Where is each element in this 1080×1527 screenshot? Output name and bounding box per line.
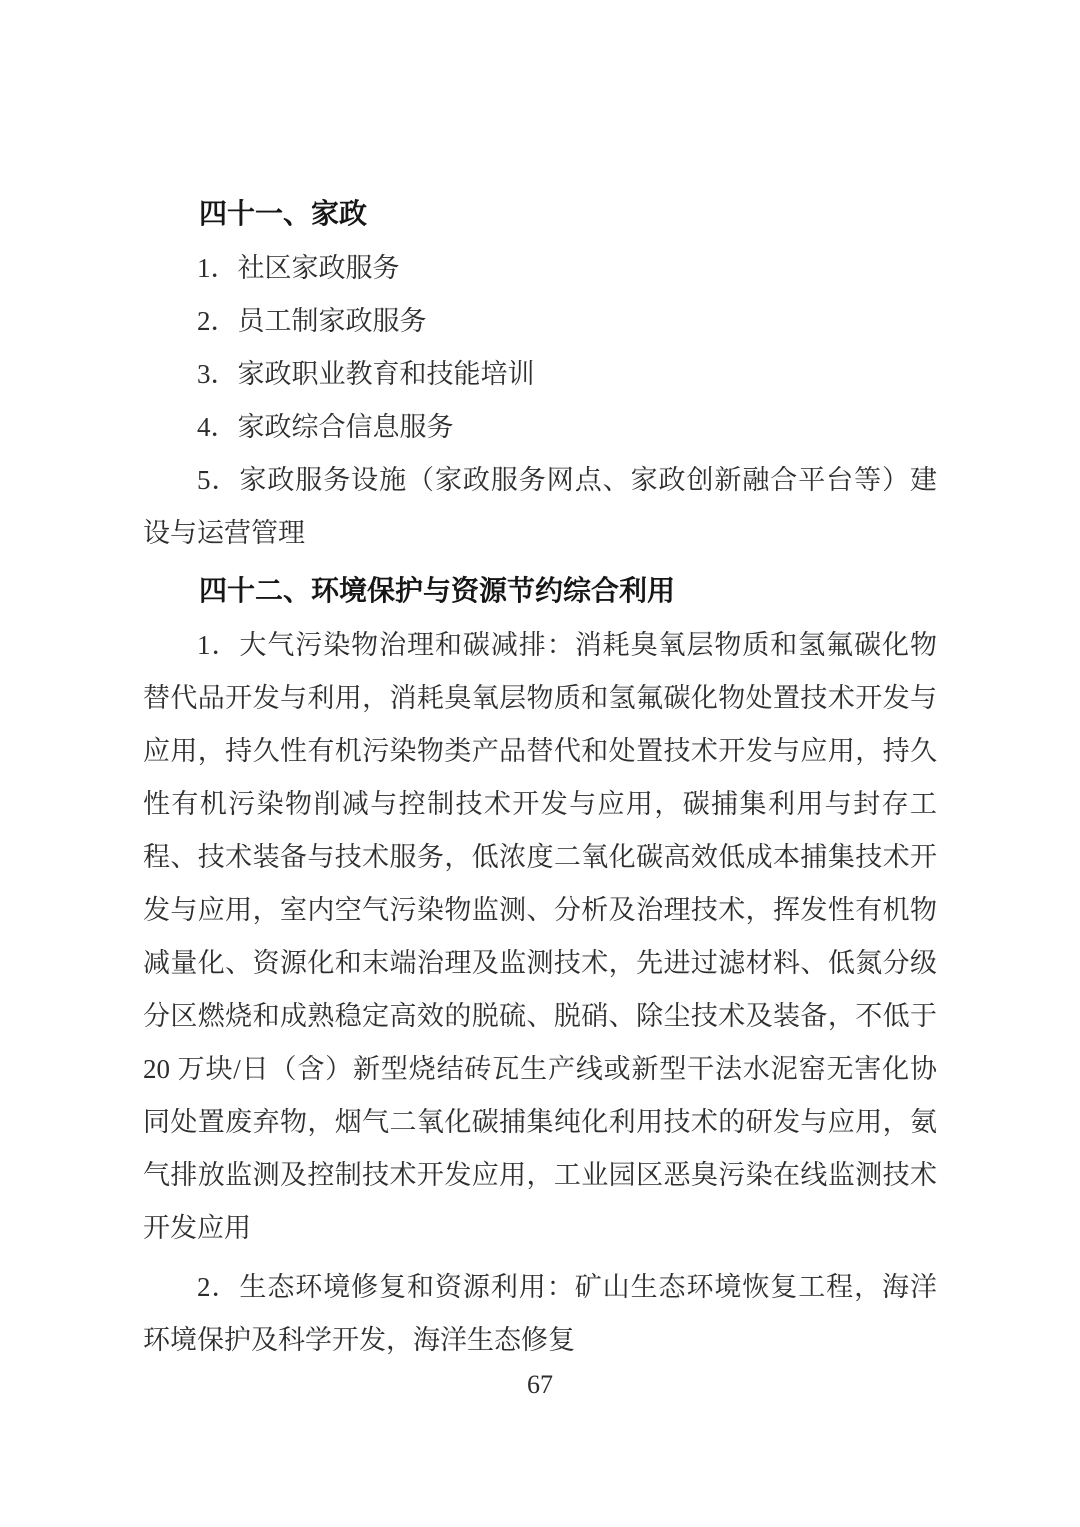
paragraph-line: 气排放监测及控制技术开发应用，工业园区恶臭污染在线监测技术	[143, 1160, 937, 1190]
paragraph-line: 环境保护及科学开发，海洋生态修复	[143, 1325, 575, 1355]
paragraph-line: 应用，持久性有机污染物类产品替代和处置技术开发与应用，持久	[143, 736, 937, 766]
section-heading: 四十一、家政	[199, 198, 368, 229]
list-item-line: 1．大气污染物治理和碳减排：消耗臭氧层物质和氢氟碳化物	[197, 630, 937, 660]
document-lines	[143, 187, 937, 1367]
list-item-line: 1．社区家政服务	[197, 253, 400, 283]
paragraph-line: 设与运营管理	[143, 518, 305, 548]
paragraph-line: 发与应用，室内空气污染物监测、分析及治理技术，挥发性有机物	[143, 895, 937, 925]
paragraph-line: 替代品开发与利用，消耗臭氧层物质和氢氟碳化物处置技术开发与	[143, 683, 937, 713]
list-item-line: 2．生态环境修复和资源利用：矿山生态环境恢复工程，海洋	[197, 1272, 937, 1302]
list-item-line: 4．家政综合信息服务	[197, 412, 454, 442]
paragraph-line: 20 万块/日（含）新型烧结砖瓦生产线或新型干法水泥窑无害化协	[143, 1054, 937, 1084]
list-item-line: 3．家政职业教育和技能培训	[197, 359, 535, 389]
paragraph-line: 程、技术装备与技术服务，低浓度二氧化碳高效低成本捕集技术开	[143, 842, 937, 872]
section-heading: 四十二、环境保护与资源节约综合利用	[199, 575, 676, 606]
paragraph-line: 同处置废弃物，烟气二氧化碳捕集纯化利用技术的研发与应用，氨	[143, 1107, 937, 1137]
paragraph-line: 性有机污染物削减与控制技术开发与应用，碳捕集利用与封存工	[143, 789, 937, 819]
paragraph-line: 减量化、资源化和末端治理及监测技术，先进过滤材料、低氮分级	[143, 948, 937, 978]
page-number: 67	[527, 1370, 553, 1399]
paragraph-line: 开发应用	[143, 1213, 251, 1243]
list-item-line: 2．员工制家政服务	[197, 306, 427, 336]
list-item-line: 5．家政服务设施（家政服务网点、家政创新融合平台等）建	[197, 465, 937, 495]
paragraph-line: 分区燃烧和成熟稳定高效的脱硫、脱硝、除尘技术及装备，不低于	[143, 1001, 937, 1031]
